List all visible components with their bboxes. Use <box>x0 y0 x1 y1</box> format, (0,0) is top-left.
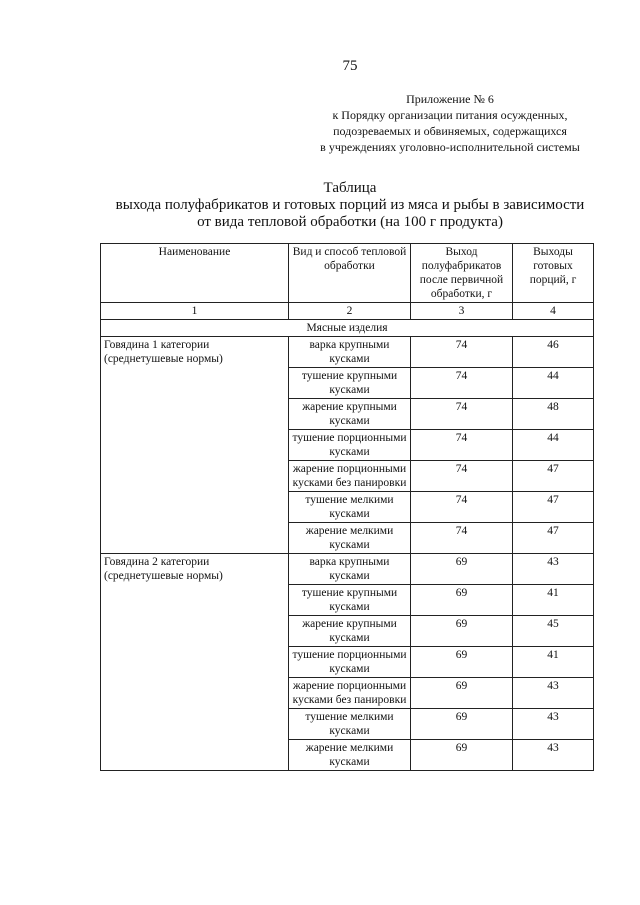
processing-method: тушение крупными кусками <box>289 368 411 399</box>
processing-method: жарение крупными кусками <box>289 616 411 647</box>
column-number: 2 <box>289 303 411 320</box>
processing-method: жарение крупными кусками <box>289 399 411 430</box>
processing-method: тушение порционными кусками <box>289 430 411 461</box>
ready-yield: 43 <box>513 554 594 585</box>
column-number-row <box>101 303 594 320</box>
semi-yield: 74 <box>411 523 513 554</box>
processing-method: тушение мелкими кусками <box>289 709 411 740</box>
processing-method: жарение порционными кусками без панировки <box>289 678 411 709</box>
header-method: Вид и способ тепловой обработки <box>289 244 411 303</box>
column-number: 1 <box>101 303 289 320</box>
ready-yield: 41 <box>513 585 594 616</box>
column-number: 4 <box>513 303 594 320</box>
processing-method: тушение мелкими кусками <box>289 492 411 523</box>
ready-yield: 41 <box>513 647 594 678</box>
processing-method: жарение мелкими кусками <box>289 523 411 554</box>
title-line: от вида тепловой обработки (на 100 г продукта) <box>197 214 503 230</box>
processing-method: варка крупными кусками <box>289 337 411 368</box>
ready-yield: 46 <box>513 337 594 368</box>
product-name: Говядина 2 категории (среднетушевые нормы) <box>101 554 289 771</box>
ready-yield: 43 <box>513 678 594 709</box>
header-row <box>101 244 594 303</box>
semi-yield: 69 <box>411 647 513 678</box>
appendix-line: подозреваемых и обвиняемых, содержащихся <box>333 124 567 138</box>
page-number: 75 <box>342 58 358 74</box>
semi-yield: 69 <box>411 678 513 709</box>
yield-table <box>100 243 594 771</box>
ready-yield: 44 <box>513 430 594 461</box>
semi-yield: 74 <box>411 430 513 461</box>
semi-yield: 74 <box>411 492 513 523</box>
section-title: Мясные изделия <box>101 320 594 337</box>
section-row <box>101 320 594 337</box>
table-row <box>101 337 594 368</box>
title-line: выхода полуфабрикатов и готовых порций из мяса и рыбы в зависимости <box>115 197 585 213</box>
semi-yield: 74 <box>411 399 513 430</box>
processing-method: тушение порционными кусками <box>289 647 411 678</box>
appendix-line: Приложение № 6 <box>406 92 494 106</box>
processing-method: жарение порционными кусками без панировки <box>289 461 411 492</box>
title-line: Таблица <box>323 180 377 196</box>
appendix-line: в учреждениях уголовно-исполнительной системы <box>320 140 580 154</box>
ready-yield: 47 <box>513 461 594 492</box>
semi-yield: 74 <box>411 368 513 399</box>
header-name: Наименование <box>101 244 289 303</box>
table-title <box>100 180 600 231</box>
semi-yield: 69 <box>411 740 513 771</box>
semi-yield: 69 <box>411 554 513 585</box>
ready-yield: 45 <box>513 616 594 647</box>
header-ready-yield: Выходы готовых порций, г <box>513 244 594 303</box>
ready-yield: 47 <box>513 492 594 523</box>
ready-yield: 43 <box>513 740 594 771</box>
semi-yield: 69 <box>411 585 513 616</box>
ready-yield: 48 <box>513 399 594 430</box>
processing-method: тушение крупными кусками <box>289 585 411 616</box>
semi-yield: 69 <box>411 709 513 740</box>
product-name: Говядина 1 категории (среднетушевые нормы) <box>101 337 289 554</box>
column-number: 3 <box>411 303 513 320</box>
ready-yield: 43 <box>513 709 594 740</box>
appendix-line: к Порядку организации питания осужденных, <box>332 108 568 122</box>
processing-method: жарение мелкими кусками <box>289 740 411 771</box>
appendix-header <box>300 91 600 155</box>
ready-yield: 47 <box>513 523 594 554</box>
header-semi-yield: Выход полуфабрикатов после первичной обработки, г <box>411 244 513 303</box>
semi-yield: 74 <box>411 461 513 492</box>
processing-method: варка крупными кусками <box>289 554 411 585</box>
ready-yield: 44 <box>513 368 594 399</box>
semi-yield: 69 <box>411 616 513 647</box>
semi-yield: 74 <box>411 337 513 368</box>
table-row <box>101 554 594 585</box>
